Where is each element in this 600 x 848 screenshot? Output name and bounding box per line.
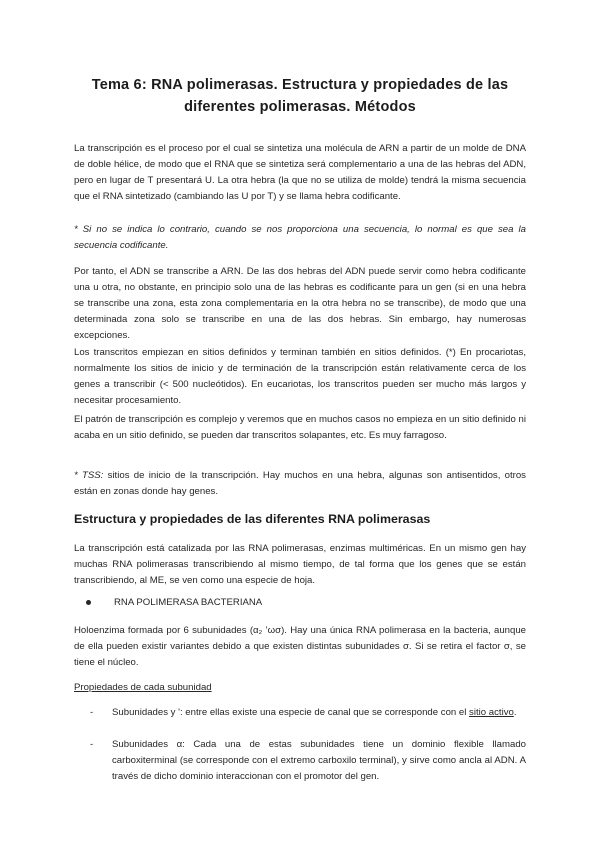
- dash-marker: -: [90, 739, 94, 750]
- paragraph-transcription-definition: La transcripción es el proceso por el cual se sintetiza una molécula de ARN a partir de un molde de DNA de doble hélice, de modo que el RNA que se sintetiza será complementario a una de las hebras del ADN, pero en lugar de T presentará U. La otra hebra (la que no se utiliza de molde) tendrá la misma secuencia que el RNA sintetizado (cambiando las U por T) y se llama hebra codificante.: [74, 143, 526, 202]
- page-title: Tema 6: RNA polimerasas. Estructura y propiedades de las diferentes polimerasas. Métodos: [91, 77, 509, 115]
- note-coding-sequence: * Si no se indica lo contrario, cuando se nos proporciona una secuencia, lo normal es que sea la secuencia codificante.: [74, 224, 526, 251]
- list-item-text: Subunidades y ': entre ellas existe una especie de canal que se corresponde con el sitio activo.: [112, 707, 517, 718]
- tss-label: * TSS:: [74, 470, 104, 481]
- paragraph-transcription-pattern: El patrón de transcripción es complejo y veremos que en muchos casos no empieza en un sitio definido ni acaba en un sitio definido, se pueden dar transcritos solapantes, etc. Es muy farragoso.: [74, 414, 526, 441]
- bullet-icon: [86, 600, 91, 605]
- active-site-term: sitio activo: [469, 707, 514, 718]
- paragraph-holoenzyme: Holoenzima formada por 6 subunidades (α₂ ’ωσ). Hay una única RNA polimerasa en la bacteria, aunque de ella pueden existir variantes debido a que existen distintas subunidades σ. Si se retira el factor σ, se tiene el núcleo.: [74, 625, 526, 668]
- list-item: [90, 737, 526, 785]
- paragraph-transcripts: Los transcritos empiezan en sitios definidos y terminan también en sitios definidos. (*) En procariotas, normalmente los sitios de inicio y de terminación de la transcripción están relativamente cerca de los genes a transcribir (< 500 nucleótidos). En eucariotas, los transcritos pueden ser mucho más largos y necesitar procesamiento.: [74, 347, 526, 406]
- bullet-item-bacterial-polymerase: [86, 597, 262, 608]
- tss-text: sitios de inicio de la transcripción. Hay muchos en una hebra, algunas son antisentidos, otros están en zonas donde hay genes.: [74, 470, 526, 497]
- paragraph-dna-strands: Por tanto, el ADN se transcribe a ARN. De las dos hebras del ADN puede servir como hebra codificante una u otra, no obstante, en principio solo una de las hebras es codificante para un gen (si en una hebra se transcribe una zona, esta zona complementaria en la otra hebra no se transcribe), de modo que una determinada zona solo se transcribe en una de las dos hebras. Sin embargo, hay numerosas excepciones.: [74, 266, 526, 341]
- bullet-label: RNA POLIMERASA BACTERIANA: [114, 597, 263, 608]
- paragraph-rna-polymerases: La transcripción está catalizada por las RNA polimerasas, enzimas multiméricas. En un mismo gen hay muchas RNA polimerasas transcribiendo al mismo tiempo, de tal forma que los genes que se están transcribiendo, al ME, se ven como una especie de hoja.: [74, 543, 526, 586]
- list-item-text: Subunidades α: Cada una de estas subunidades tiene un dominio flexible llamado carboxiterminal (se corresponde con el extremo carboxilo terminal), y sirve como ancla al ADN. A través de dicho dominio interaccionan con el promotor del gen.: [112, 739, 526, 782]
- list-item: [90, 705, 526, 721]
- section-heading: Estructura y propiedades de las diferentes RNA polimerasas: [74, 512, 431, 526]
- note-tss: [74, 468, 526, 500]
- subunit-properties-heading: Propiedades de cada subunidad: [74, 682, 212, 693]
- dash-marker: -: [90, 707, 94, 718]
